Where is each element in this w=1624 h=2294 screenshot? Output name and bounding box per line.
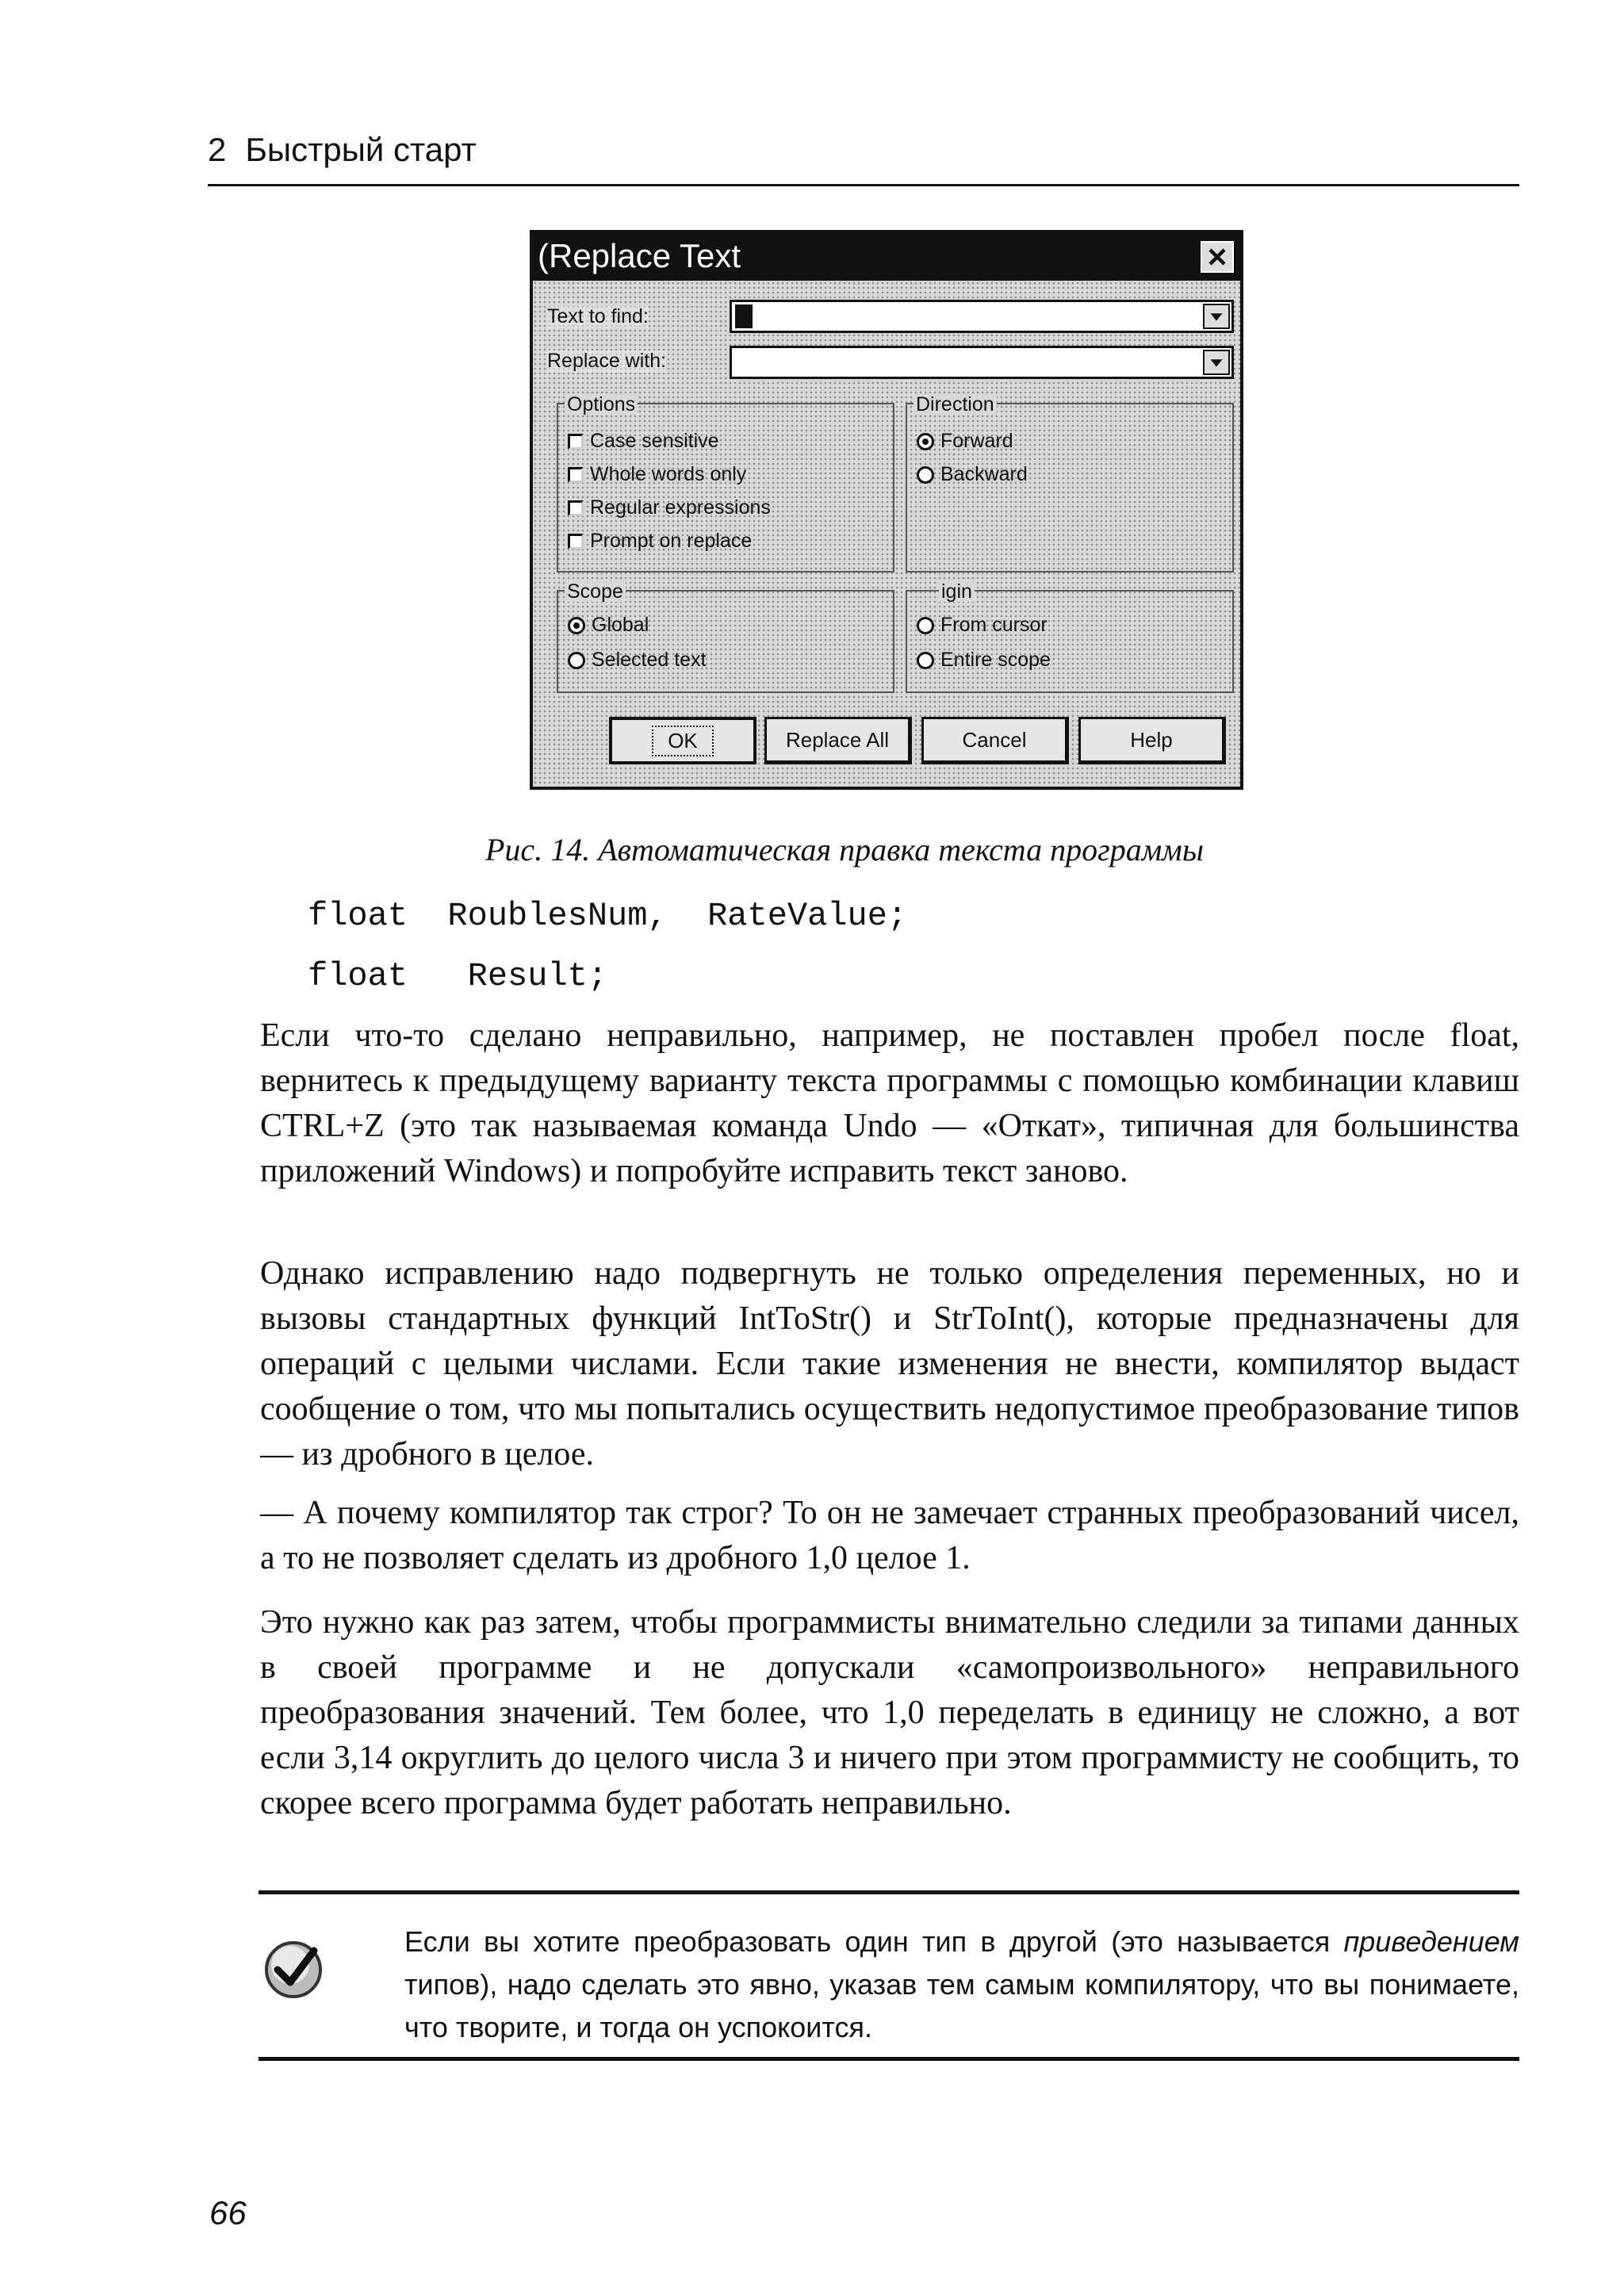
paragraph: — А почему компилятор так строг? То он не замечает странных преобразований чисел, а то не позволяет сделать из дробного 1,0 целое 1. — [260, 1495, 1519, 1576]
paragraph: Если что-то сделано неправильно, например, не поставлен пробел после float, вернитесь к предыдущему варианту текста программы с помощью комбинации клавиш CTRL+Z (это так называемая команда Undo — «Откат», типичная для большинства приложений Windows) и попробуйте исправить текст заново. — [260, 1017, 1519, 1189]
code-line-2: float Result; — [308, 957, 608, 995]
help-button[interactable]: Help — [1078, 717, 1226, 764]
checkbox[interactable] — [568, 434, 584, 450]
direction-group-title: Direction — [914, 395, 997, 415]
note-text: Если вы хотите преобразовать один тип в другой (это называется приведением типов), надо сделать это явно, указав тем самым компилятору, что вы понимаете, что творите, и тогда он успокоится. — [404, 1925, 1519, 2043]
scope-global[interactable]: Global — [568, 615, 649, 635]
option-case-sensitive[interactable]: Case sensitive — [568, 431, 719, 451]
origin-from-cursor[interactable]: From cursor — [917, 615, 1048, 635]
radio[interactable] — [917, 652, 934, 669]
direction-forward[interactable]: Forward — [917, 431, 1013, 451]
radio-selected[interactable] — [568, 617, 585, 634]
option-prompt-on-replace[interactable]: Prompt on replace — [568, 531, 752, 551]
replace-with-combo[interactable] — [730, 346, 1234, 379]
checkbox[interactable] — [568, 500, 584, 516]
running-header — [208, 133, 477, 167]
radio[interactable] — [568, 652, 585, 669]
origin-group-title: igin — [939, 582, 975, 602]
replace-text-dialog — [530, 230, 1243, 790]
scope-group-title: Scope — [565, 582, 626, 602]
header-rule — [208, 184, 1519, 186]
page-number: 66 — [209, 2194, 247, 2231]
origin-entire-scope[interactable]: Entire scope — [917, 650, 1051, 670]
option-regular-expressions[interactable]: Regular expressions — [568, 498, 771, 518]
text-cursor — [735, 304, 753, 328]
paragraph: Это нужно как раз затем, чтобы программисты внимательно следили за типами данных в своей программе и не допускали «самопроизвольного» неправильного преобразования значений. Тем более, что 1,0 переделать в единицу не сложно, а вот если 3,14 округлить до целого числа 3 и ничего при этом программисту не сообщить, то скорее всего программа будет работать неправильно. — [260, 1604, 1519, 1821]
option-whole-words[interactable]: Whole words only — [568, 465, 746, 484]
checkbox[interactable] — [568, 467, 584, 483]
chapter-title: Быстрый старт — [245, 131, 477, 168]
text-to-find-combo[interactable] — [730, 300, 1234, 333]
scope-group — [557, 580, 894, 693]
options-group-title: Options — [565, 395, 638, 415]
note-bottom-rule — [259, 2057, 1519, 2061]
direction-backward[interactable]: Backward — [917, 465, 1028, 484]
close-icon — [1202, 243, 1232, 271]
chevron-down-icon — [1205, 351, 1228, 373]
dialog-title: (Replace Text — [538, 237, 741, 274]
note-top-rule — [259, 1890, 1519, 1894]
checkmark-note-icon — [259, 1933, 330, 2005]
text-to-find-dropdown-button[interactable] — [1203, 304, 1230, 329]
checkbox[interactable] — [568, 534, 584, 550]
replace-all-button[interactable]: Replace All — [764, 717, 912, 764]
paragraph: Однако исправлению надо подвергнуть не только определения переменных, но и вызовы стандартных функций IntToStr() и StrToInt(), которые предназначены для операций с целыми числами. Если такие изменения не внести, компилятор выдаст сообщение о том, что мы попытались осуществить недопустимое преобразование типов — из дробного в целое. — [260, 1255, 1519, 1473]
chevron-down-icon — [1205, 305, 1228, 327]
dialog-title-bar — [533, 233, 1240, 281]
replace-with-label: Replace with: — [547, 350, 667, 372]
direction-group — [906, 393, 1234, 573]
radio-selected[interactable] — [917, 433, 934, 450]
chapter-number: 2 — [208, 131, 227, 168]
code-line-1: float RoublesNum, RateValue; — [308, 897, 908, 935]
ok-button[interactable]: OK — [609, 717, 756, 764]
cancel-button[interactable]: Cancel — [921, 717, 1069, 764]
radio[interactable] — [917, 466, 934, 484]
origin-group — [906, 580, 1234, 693]
radio[interactable] — [917, 617, 934, 634]
text-to-find-label: Text to find: — [547, 305, 649, 327]
close-button[interactable] — [1201, 241, 1234, 273]
figure-caption: Рис. 14. Автоматическая правка текста программы — [485, 832, 1204, 867]
options-group — [557, 393, 894, 573]
replace-with-dropdown-button[interactable] — [1203, 350, 1230, 375]
scope-selected-text[interactable]: Selected text — [568, 650, 707, 670]
